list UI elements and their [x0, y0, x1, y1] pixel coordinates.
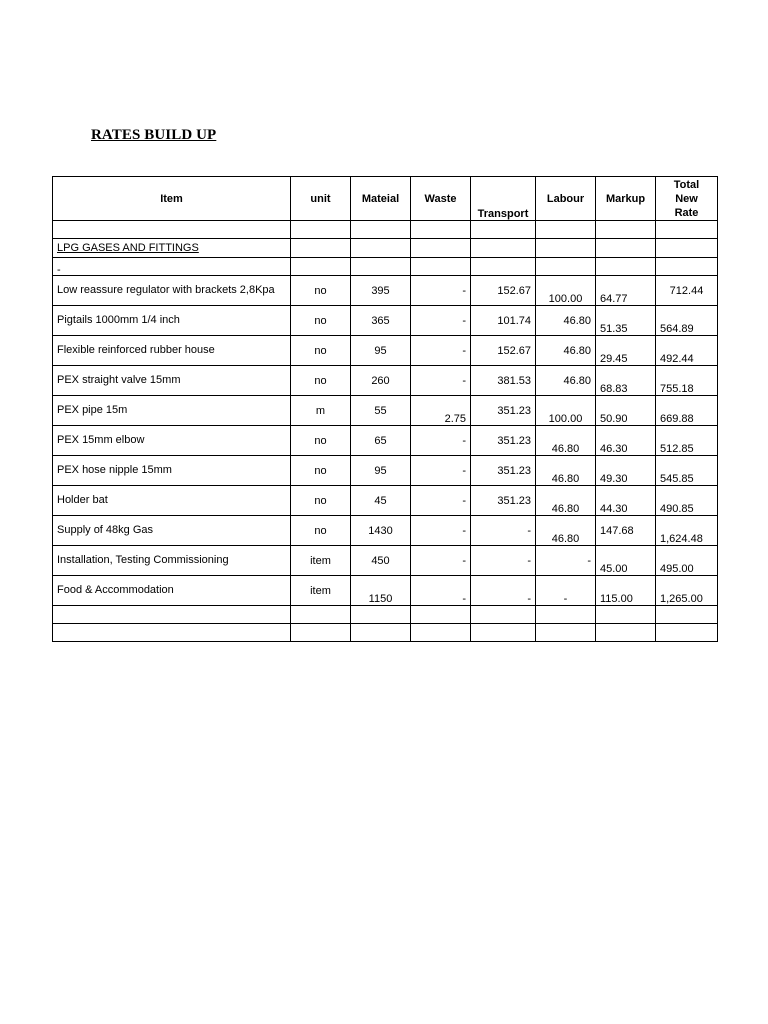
- table-row: [53, 336, 718, 366]
- waste-cell: -: [411, 336, 471, 366]
- markup-cell: 51.35: [596, 306, 656, 336]
- item-name: Food & Accommodation: [53, 576, 291, 606]
- header-total-new-rate: [656, 177, 718, 221]
- unit-cell: no: [291, 426, 351, 456]
- markup-cell: 29.45: [596, 336, 656, 366]
- labour-cell: 100.00: [536, 396, 596, 426]
- table-row: [53, 486, 718, 516]
- total-cell: 1,624.48: [656, 516, 718, 546]
- waste-cell: -: [411, 576, 471, 606]
- total-cell: 512.85: [656, 426, 718, 456]
- table-row: [53, 516, 718, 546]
- transport-cell: 351.23: [471, 456, 536, 486]
- table-row: [53, 546, 718, 576]
- material-cell: 395: [351, 276, 411, 306]
- labour-cell: 46.80: [536, 366, 596, 396]
- item-name: Supply of 48kg Gas: [53, 516, 291, 546]
- blank-row: [53, 606, 718, 624]
- unit-cell: item: [291, 546, 351, 576]
- transport-cell: -: [471, 546, 536, 576]
- header-material: Mateial: [351, 177, 411, 221]
- header-transport: Transport: [471, 177, 536, 221]
- waste-cell: -: [411, 516, 471, 546]
- markup-cell: 46.30: [596, 426, 656, 456]
- labour-cell: 100.00: [536, 276, 596, 306]
- page-title: RATES BUILD UP: [91, 127, 217, 143]
- transport-cell: -: [471, 516, 536, 546]
- markup-cell: 44.30: [596, 486, 656, 516]
- item-name: Flexible reinforced rubber house: [53, 336, 291, 366]
- labour-cell: -: [536, 546, 596, 576]
- markup-cell: 115.00: [596, 576, 656, 606]
- markup-cell: 49.30: [596, 456, 656, 486]
- material-cell: 1150: [351, 576, 411, 606]
- markup-cell: 45.00: [596, 546, 656, 576]
- labour-cell: 46.80: [536, 456, 596, 486]
- rates-table: [52, 176, 718, 642]
- blank-row: [53, 221, 718, 239]
- total-cell: 1,265.00: [656, 576, 718, 606]
- header-waste: Waste: [411, 177, 471, 221]
- transport-cell: 351.23: [471, 396, 536, 426]
- table-row: [53, 396, 718, 426]
- unit-cell: no: [291, 276, 351, 306]
- labour-cell: 46.80: [536, 336, 596, 366]
- waste-cell: -: [411, 306, 471, 336]
- header-item: Item: [53, 177, 291, 221]
- dash-marker: -: [53, 258, 291, 276]
- header-total-line1: Total: [673, 178, 700, 191]
- item-name: Holder bat: [53, 486, 291, 516]
- material-cell: 65: [351, 426, 411, 456]
- item-name: Pigtails 1000mm 1/4 inch: [53, 306, 291, 336]
- transport-cell: 351.23: [471, 426, 536, 456]
- item-name: PEX 15mm elbow: [53, 426, 291, 456]
- total-cell: 564.89: [656, 306, 718, 336]
- material-cell: 260: [351, 366, 411, 396]
- unit-cell: item: [291, 576, 351, 606]
- unit-cell: no: [291, 486, 351, 516]
- material-cell: 95: [351, 336, 411, 366]
- material-cell: 45: [351, 486, 411, 516]
- item-name: Low reassure regulator with brackets 2,8Kpa: [53, 276, 291, 306]
- header-markup: Markup: [596, 177, 656, 221]
- total-cell: 669.88: [656, 396, 718, 426]
- item-name: PEX hose nipple 15mm: [53, 456, 291, 486]
- table-header-row: [53, 177, 718, 221]
- labour-cell: 46.80: [536, 306, 596, 336]
- material-cell: 55: [351, 396, 411, 426]
- total-cell: 490.85: [656, 486, 718, 516]
- waste-cell: -: [411, 366, 471, 396]
- transport-cell: 351.23: [471, 486, 536, 516]
- unit-cell: no: [291, 456, 351, 486]
- transport-cell: -: [471, 576, 536, 606]
- total-cell: 495.00: [656, 546, 718, 576]
- unit-cell: no: [291, 336, 351, 366]
- section-row: [53, 239, 718, 258]
- unit-cell: no: [291, 306, 351, 336]
- total-cell: 712.44: [656, 276, 718, 306]
- table-row: [53, 456, 718, 486]
- item-name: Installation, Testing Commissioning: [53, 546, 291, 576]
- markup-cell: 64.77: [596, 276, 656, 306]
- waste-cell: 2.75: [411, 396, 471, 426]
- blank-row: [53, 624, 718, 642]
- total-cell: 545.85: [656, 456, 718, 486]
- labour-cell: -: [536, 576, 596, 606]
- waste-cell: -: [411, 546, 471, 576]
- labour-cell: 46.80: [536, 516, 596, 546]
- table-row: [53, 426, 718, 456]
- total-cell: 492.44: [656, 336, 718, 366]
- section-title: LPG GASES AND FITTINGS: [53, 239, 291, 258]
- unit-cell: m: [291, 396, 351, 426]
- header-total-line2: New: [675, 192, 698, 205]
- transport-cell: 152.67: [471, 336, 536, 366]
- header-labour: Labour: [536, 177, 596, 221]
- material-cell: 95: [351, 456, 411, 486]
- waste-cell: -: [411, 486, 471, 516]
- transport-cell: 101.74: [471, 306, 536, 336]
- item-name: PEX pipe 15m: [53, 396, 291, 426]
- markup-cell: 147.68: [596, 516, 656, 546]
- waste-cell: -: [411, 456, 471, 486]
- waste-cell: -: [411, 276, 471, 306]
- transport-cell: 152.67: [471, 276, 536, 306]
- material-cell: 1430: [351, 516, 411, 546]
- total-cell: 755.18: [656, 366, 718, 396]
- labour-cell: 46.80: [536, 486, 596, 516]
- waste-cell: -: [411, 426, 471, 456]
- transport-cell: 381.53: [471, 366, 536, 396]
- table-row: [53, 366, 718, 396]
- header-unit: unit: [291, 177, 351, 221]
- material-cell: 365: [351, 306, 411, 336]
- material-cell: 450: [351, 546, 411, 576]
- unit-cell: no: [291, 516, 351, 546]
- markup-cell: 50.90: [596, 396, 656, 426]
- unit-cell: no: [291, 366, 351, 396]
- table-row: [53, 576, 718, 606]
- markup-cell: 68.83: [596, 366, 656, 396]
- header-total-line3: Rate: [674, 206, 699, 219]
- table-row: [53, 276, 718, 306]
- dash-row: [53, 258, 718, 276]
- item-name: PEX straight valve 15mm: [53, 366, 291, 396]
- table-row: [53, 306, 718, 336]
- labour-cell: 46.80: [536, 426, 596, 456]
